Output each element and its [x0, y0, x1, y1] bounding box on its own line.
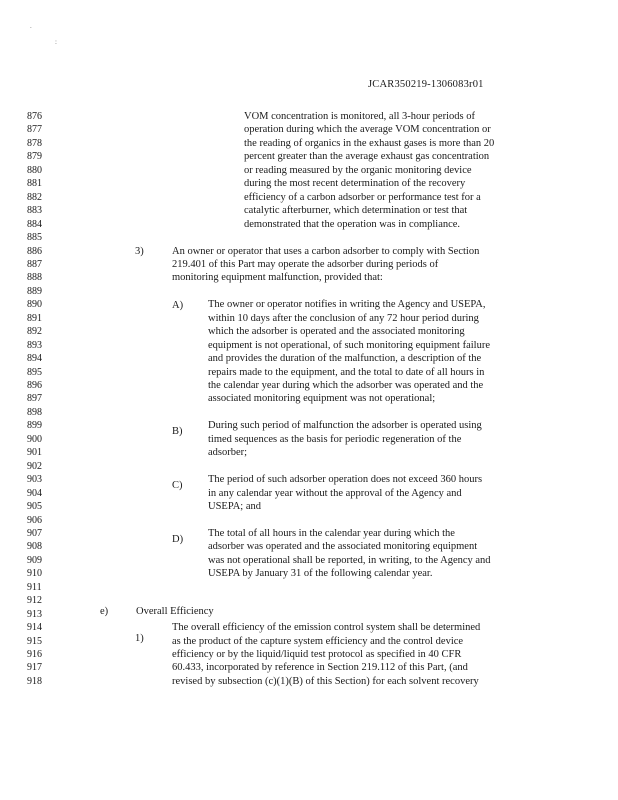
- text-line: repairs made to the equipment, and the total to date of all hours in: [208, 366, 485, 378]
- text-line: demonstrated that the operation was in compliance.: [244, 218, 461, 230]
- text-line: The period of such adsorber operation does not exceed 360 hours: [208, 474, 483, 486]
- line-number: 916: [27, 649, 42, 660]
- line-number: 885: [27, 232, 42, 244]
- text-line: adsorber;: [208, 447, 248, 459]
- line-number: 915: [27, 635, 42, 647]
- line-number: 910: [27, 568, 42, 580]
- line-number: 889: [27, 285, 42, 297]
- item-d-label: D): [172, 534, 184, 545]
- text-line: efficiency of a carbon adsorber or performance test for a: [244, 191, 481, 203]
- text-line: During such period of malfunction the adsorber is operated using: [208, 420, 482, 432]
- text-line: efficiency or by the liquid/liquid test protocol as specified in 40 CFR: [172, 649, 462, 660]
- line-number: 904: [27, 487, 42, 499]
- text-line: adsorber was operated and the associated monitoring equipment: [208, 541, 478, 553]
- text-line: The total of all hours in the calendar year during which the: [208, 527, 455, 539]
- text-line: 60.433, incorporated by reference in Section 219.112 of this Part, (and: [172, 662, 468, 674]
- scan-mark-right: :: [55, 38, 57, 46]
- line-number: 903: [27, 474, 42, 486]
- text-line: during the most recent determination of the recovery: [244, 178, 466, 190]
- line-number: 890: [27, 299, 42, 311]
- text-line: in any calendar year without the approval of the Agency and: [208, 487, 462, 499]
- text-line: operation during which the average VOM concentration or: [244, 124, 491, 136]
- line-number: 892: [27, 326, 42, 338]
- line-number: 912: [27, 595, 42, 607]
- scan-mark-left: .: [30, 22, 32, 30]
- line-number: 901: [27, 447, 42, 459]
- section-e-title: Overall Efficiency: [136, 606, 214, 617]
- text-line: timed sequences as the basis for periodic regeneration of the: [208, 433, 462, 445]
- line-number: 918: [27, 675, 42, 687]
- text-line: An owner or operator that uses a carbon adsorber to comply with Section: [172, 245, 480, 257]
- line-number: 884: [27, 218, 42, 230]
- document-id-header: JCAR350219-1306083r01: [368, 79, 484, 90]
- text-line: USEPA by January 31 of the following calendar year.: [208, 568, 433, 580]
- line-number: 911: [27, 581, 42, 593]
- text-line: VOM concentration is monitored, all 3-hour periods of: [244, 111, 475, 122]
- text-line: catalytic afterburner, which determination or test that: [244, 205, 468, 217]
- line-number: 914: [27, 622, 42, 634]
- item-a-label: A): [172, 300, 184, 311]
- line-number: 883: [27, 205, 42, 217]
- line-number: 898: [27, 406, 42, 418]
- line-number: 887: [27, 258, 42, 270]
- text-line: or reading measured by the organic monitoring device: [244, 164, 472, 176]
- line-number: 908: [27, 541, 42, 553]
- line-number: 876: [27, 111, 42, 122]
- text-line: equipment is not operational, of such monitoring equipment failure: [208, 339, 490, 351]
- text-line: monitoring equipment malfunction, provided that:: [172, 272, 383, 284]
- line-number: 899: [27, 420, 42, 432]
- line-number: 878: [27, 137, 42, 149]
- text-line: as the product of the capture system efficiency and the control device: [172, 635, 464, 647]
- item-c-label: C): [172, 480, 183, 491]
- text-line: and provides the duration of the malfunction, a description of the: [208, 353, 482, 365]
- text-line: The owner or operator notifies in writing the Agency and USEPA,: [208, 299, 486, 311]
- line-number: 882: [27, 191, 42, 203]
- line-number: 896: [27, 380, 42, 391]
- line-number: 880: [27, 164, 42, 176]
- text-line: within 10 days after the conclusion of any 72 hour period during: [208, 312, 479, 324]
- line-number: 895: [27, 366, 42, 378]
- line-number: 906: [27, 514, 42, 526]
- item-1-label: 1): [135, 633, 144, 644]
- text-line: which the adsorber is operated and the associated monitoring: [208, 326, 465, 338]
- line-number: 897: [27, 393, 42, 405]
- line-number: 909: [27, 554, 42, 566]
- text-line: the reading of organics in the exhaust gases is more than 20: [244, 137, 495, 149]
- line-number: 879: [27, 151, 42, 163]
- line-number: 877: [27, 124, 42, 136]
- line-number: 917: [27, 662, 42, 674]
- line-number: 886: [27, 245, 42, 257]
- line-number: 913: [27, 608, 42, 620]
- line-number: 902: [27, 460, 42, 472]
- text-line: revised by subsection (c)(1)(B) of this Section) for each solvent recovery: [172, 675, 479, 687]
- text-line: percent greater than the average exhaust gas concentration: [244, 151, 490, 163]
- text-line: 219.401 of this Part may operate the adsorber during periods of: [172, 258, 439, 270]
- text-line: was not operational shall be reported, in writing, to the Agency and: [208, 554, 491, 566]
- section-e-label: e): [100, 606, 109, 617]
- text-line: The overall efficiency of the emission control system shall be determined: [172, 622, 481, 634]
- text-line: associated monitoring equipment was not operational;: [208, 393, 436, 405]
- line-number: 881: [27, 178, 42, 190]
- line-number: 900: [27, 433, 42, 445]
- line-number: 907: [27, 527, 42, 539]
- line-number: 888: [27, 272, 42, 284]
- text-line: USEPA; and: [208, 501, 261, 513]
- line-number: 891: [27, 312, 42, 324]
- line-number: 893: [27, 339, 42, 351]
- line-number: 905: [27, 501, 42, 513]
- item-b-label: B): [172, 426, 183, 437]
- line-number: 894: [27, 353, 42, 365]
- text-line: the calendar year during which the adsorber was operated and the: [208, 380, 484, 391]
- item-3-label: 3): [135, 246, 144, 257]
